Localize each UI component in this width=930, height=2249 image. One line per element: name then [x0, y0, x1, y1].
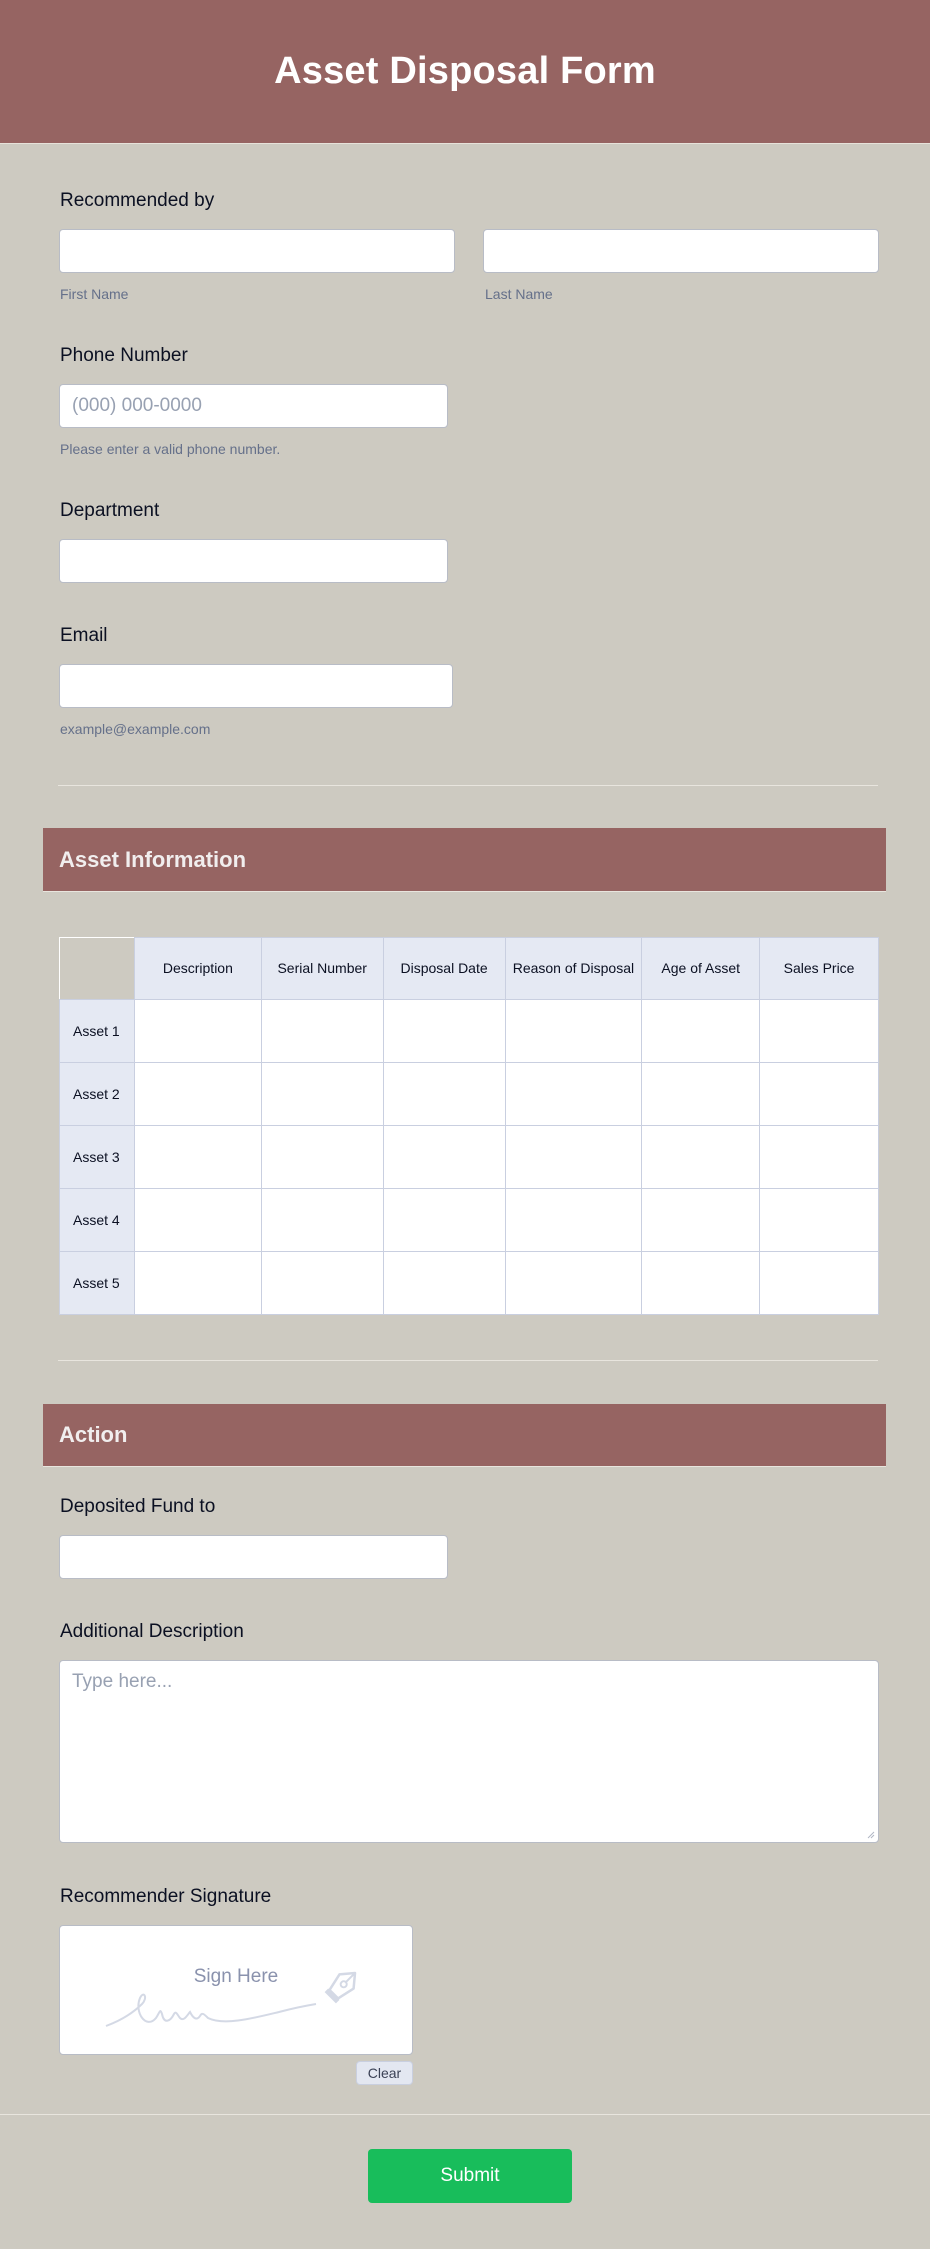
table-cell-input[interactable] — [134, 1000, 261, 1063]
table-cell-input[interactable] — [505, 1063, 642, 1126]
table-cell-input[interactable] — [261, 1252, 383, 1315]
signature-placeholder: Sign Here — [193, 1966, 279, 1987]
table-cell-input[interactable] — [383, 1252, 505, 1315]
table-cell-input[interactable] — [505, 1126, 642, 1189]
table-cell-input[interactable] — [261, 1000, 383, 1063]
recommended-by-label: Recommended by — [60, 190, 215, 211]
table-cell-input[interactable] — [261, 1063, 383, 1126]
department-label: Department — [60, 500, 160, 521]
phone-sublabel: Please enter a valid phone number. — [60, 441, 281, 457]
table-cell-input[interactable] — [383, 1000, 505, 1063]
pen-nib-icon — [322, 1964, 364, 2006]
column-header: Disposal Date — [383, 938, 505, 1000]
table-cell-input[interactable] — [760, 1126, 879, 1189]
table-cell-input[interactable] — [642, 1063, 760, 1126]
column-header: Serial Number — [261, 938, 383, 1000]
action-section-title: Action — [59, 1422, 128, 1447]
resize-grip-icon[interactable] — [867, 1831, 875, 1839]
table-cell-input[interactable] — [642, 1252, 760, 1315]
email-input[interactable] — [59, 664, 453, 708]
clear-signature-button[interactable]: Clear — [356, 2061, 413, 2085]
additional-description-textarea[interactable] — [59, 1660, 879, 1843]
footer-divider — [0, 2114, 930, 2115]
column-header: Reason of Disposal — [505, 938, 642, 1000]
last-name-sublabel: Last Name — [485, 286, 553, 302]
phone-input[interactable]: (000) 000-0000 — [59, 384, 448, 428]
table-cell-input[interactable] — [383, 1063, 505, 1126]
table-cell-input[interactable] — [261, 1126, 383, 1189]
table-row — [60, 1063, 879, 1126]
asset-matrix-table — [59, 937, 879, 1315]
department-input[interactable] — [59, 539, 448, 583]
submit-button[interactable]: Submit — [368, 2149, 572, 2203]
table-corner — [60, 938, 135, 1000]
table-cell-input[interactable] — [261, 1189, 383, 1252]
phone-label: Phone Number — [60, 345, 188, 366]
table-cell-input[interactable] — [760, 1189, 879, 1252]
column-header: Description — [134, 938, 261, 1000]
table-header-row — [60, 938, 879, 1000]
table-cell-input[interactable] — [383, 1126, 505, 1189]
deposited-fund-label: Deposited Fund to — [60, 1496, 216, 1517]
form-title: Asset Disposal Form — [274, 50, 656, 92]
table-row — [60, 1126, 879, 1189]
table-cell-input[interactable] — [505, 1252, 642, 1315]
section-divider — [58, 1360, 878, 1361]
table-row — [60, 1000, 879, 1063]
signature-label: Recommender Signature — [60, 1886, 272, 1907]
row-label: Asset 4 — [60, 1189, 135, 1252]
additional-description-label: Additional Description — [60, 1621, 244, 1642]
table-cell-input[interactable] — [383, 1189, 505, 1252]
first-name-input[interactable] — [59, 229, 455, 273]
email-sublabel: example@example.com — [60, 721, 211, 737]
table-cell-input[interactable] — [642, 1000, 760, 1063]
row-label: Asset 5 — [60, 1252, 135, 1315]
table-cell-input[interactable] — [134, 1063, 261, 1126]
signature-pad[interactable] — [59, 1925, 413, 2055]
row-label: Asset 3 — [60, 1126, 135, 1189]
table-cell-input[interactable] — [134, 1189, 261, 1252]
last-name-input[interactable] — [483, 229, 879, 273]
table-cell-input[interactable] — [134, 1126, 261, 1189]
table-cell-input[interactable] — [760, 1063, 879, 1126]
table-cell-input[interactable] — [760, 1252, 879, 1315]
action-section-header — [43, 1404, 886, 1467]
email-label: Email — [60, 625, 108, 646]
table-cell-input[interactable] — [642, 1189, 760, 1252]
table-row — [60, 1189, 879, 1252]
form-header — [0, 0, 930, 144]
section-divider — [58, 785, 878, 786]
table-cell-input[interactable] — [760, 1000, 879, 1063]
row-label: Asset 1 — [60, 1000, 135, 1063]
deposited-fund-input[interactable] — [59, 1535, 448, 1579]
column-header: Age of Asset — [642, 938, 760, 1000]
asset-info-section-header — [43, 828, 886, 892]
table-row — [60, 1252, 879, 1315]
table-cell-input[interactable] — [134, 1252, 261, 1315]
asset-info-section-title: Asset Information — [59, 846, 247, 872]
column-header: Sales Price — [760, 938, 879, 1000]
row-label: Asset 2 — [60, 1063, 135, 1126]
table-cell-input[interactable] — [642, 1126, 760, 1189]
table-cell-input[interactable] — [505, 1189, 642, 1252]
first-name-sublabel: First Name — [60, 286, 129, 302]
textarea-placeholder: Type here... — [72, 1671, 173, 1692]
table-cell-input[interactable] — [505, 1000, 642, 1063]
